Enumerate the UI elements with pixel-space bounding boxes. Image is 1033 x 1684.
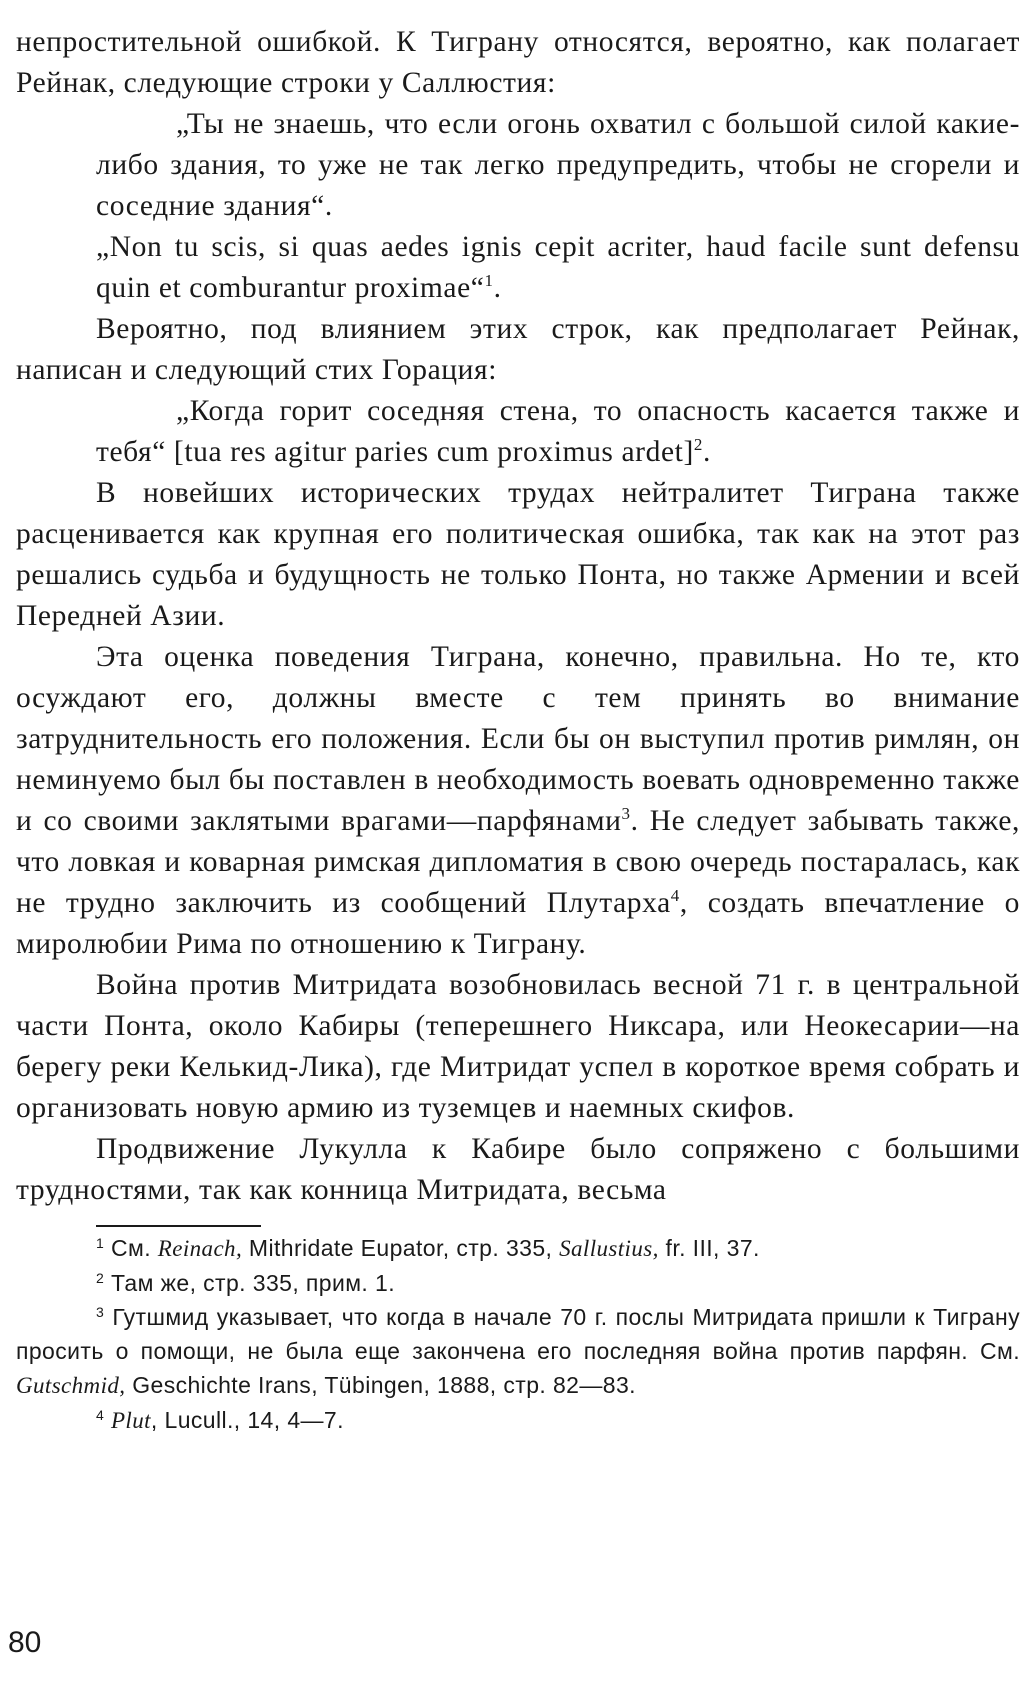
footnote-1-author-2: Sallustius, [559, 1236, 659, 1261]
quote-horace-text: „Когда горит соседняя стена, то опасность касается также и тебя“ [tua res agitur paries cum proximus ardet] [96, 395, 1020, 468]
footnote-4-author: Plut [110, 1408, 151, 1433]
footnote-2 [16, 1266, 1020, 1300]
page-number: 80 [8, 1626, 42, 1659]
page-body [16, 22, 1020, 1438]
footnotes [16, 1231, 1020, 1438]
footnote-mark-2: 2 [96, 1270, 105, 1286]
paragraph-3: В новейших исторических трудах нейтралитет Тиграна также расценивается как крупная его политическая ошибка, так как на этот раз решались судьба и будущность не только Понта, но также Армении и всей Передней Азии. [16, 477, 1020, 632]
paragraph-1: непростительной ошибкой. К Тиграну относятся, вероятно, как полагает Рейнак, следующие строки у Саллюстия: [16, 26, 1020, 99]
quote-sallust-russian: „Ты не знаешь, что если огонь охватил с большой силой какие-либо здания, то уже не так легко предупредить, чтобы не сгорели и соседние здания“. [96, 108, 1020, 222]
footnote-divider [96, 1225, 261, 1227]
paragraph-4 [16, 637, 1020, 965]
quote-horace [96, 391, 1020, 473]
footnote-ref-3[interactable]: 3 [621, 804, 631, 823]
footnote-1 [16, 1231, 1020, 1266]
paragraph-5: Война против Митридата возобновилась весной 71 г. в центральной части Понта, около Кабиры (теперешнего Никсара, или Неокесарии—на берегу реки Келькид-Лика), где Митридат успел в короткое время собрать и организовать новую армию из туземцев и наемных скифов. [16, 969, 1020, 1124]
footnote-ref-4[interactable]: 4 [670, 886, 680, 905]
paragraph-4-part-b: . Не следует забывать также, что ловкая и коварная римская дипломатия в свою очередь постаралась, как не трудно заключить из сообщений Плутарха [16, 805, 1020, 919]
paragraph-4-part-a: Эта оценка поведения Тиграна, конечно, правильна. Но те, кто осуждают его, должны вместе с тем принять во внимание затруднительность его положения. Если бы он выступил против римлян, он неминуемо был бы поставлен в необходимость воевать одновременно также и со своими заклятыми врагами—парфянами [16, 641, 1020, 837]
footnote-mark-3: 3 [96, 1304, 105, 1320]
footnote-1-text-c: fr. III, 37. [658, 1235, 760, 1261]
paragraph-2: Вероятно, под влиянием этих строк, как предполагает Рейнак, написан и следующий стих Горация: [16, 313, 1020, 386]
footnote-mark-1: 1 [96, 1235, 105, 1251]
footnote-1-text-b: Mithridate Eupator, стр. 335, [242, 1235, 560, 1261]
footnote-mark-4: 4 [96, 1407, 105, 1423]
quote-latin-text: „Non tu scis, si quas aedes ignis cepit acriter, haud facile sunt defensu quin et comburantur proximae“ [96, 231, 1020, 304]
footnote-2-text: Там же, стр. 335, прим. 1. [110, 1270, 395, 1296]
footnote-1-text-a: См. [110, 1235, 158, 1261]
quote-horace-end: . [702, 436, 711, 468]
footnote-4 [16, 1403, 1020, 1438]
footnote-3-text-b: Geschichte Irans, Tübingen, 1888, стр. 82—83. [125, 1372, 636, 1398]
quote-sallust-latin [96, 227, 1020, 309]
footnote-ref-1[interactable]: 1 [484, 271, 494, 290]
paragraph-6: Продвижение Лукулла к Кабире было сопряжено с большими трудностями, так как конница Митридата, весьма [16, 1133, 1020, 1206]
footnote-1-author: Reinach, [157, 1236, 243, 1261]
footnote-3-text-a: Гутшмид указывает, что когда в начале 70 г. послы Митридата пришли к Тиграну просить о помощи, не была еще закончена его последняя война против парфян. См. [16, 1304, 1020, 1364]
footnote-3 [16, 1300, 1020, 1403]
footnote-ref-2[interactable]: 2 [693, 435, 703, 454]
paragraph-4-part-c: , создать впечатление о миролюбии Рима по отношению к Тиграну. [16, 887, 1020, 960]
footnote-3-author: Gutschmid, [16, 1373, 126, 1398]
footnote-4-text: , Lucull., 14, 4—7. [150, 1407, 344, 1433]
quote-latin-end: . [493, 272, 502, 304]
